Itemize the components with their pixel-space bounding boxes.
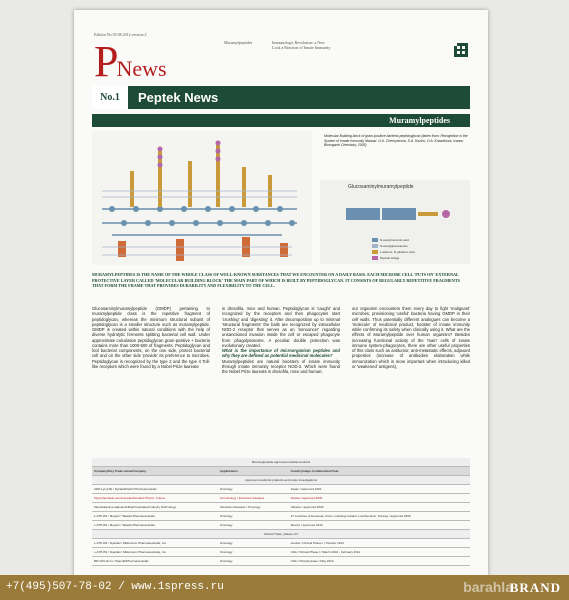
article-intro: MURAMYLPEPTIDES IS THE NAME OF THE WHOLE CLASS OF WELL-KNOWN SUBSTANCES THAT WE ENCOUNTER ON A DAILY BASIS. EACH MICROBE CELL 'PUTS ON' EXTERNAL PROTECTIVE LAYER CALLED 'MOLECULAR BUILDING BLOCK' THE MAIN PART OF WHICH IS BUILT BY PEPTIDOGLYCAN. IT CONSISTS OF REGULARLY REPETITIVE FRAGMENTS THAT FORM THE FRAME THAT PROVIDES DURABILITY AND FLEXIBILITY TO THE CELL. [92, 272, 461, 289]
products-table [92, 458, 470, 566]
table-header-company: Company/Key Trade name/Company [92, 467, 218, 476]
table-cell: Infectious diseases / Oncology [218, 503, 289, 512]
brand-logo: BRAND [509, 580, 561, 595]
legend-item-glucosamine: N-acetylglucosamine [380, 244, 408, 248]
table-cell: Oncology [218, 521, 289, 530]
table-cell: Ukraine / approved 2000 [289, 503, 470, 512]
table-cell: Oncology [218, 557, 289, 566]
table-row [92, 485, 470, 494]
table-cell: Russia / approved 2009 [289, 494, 470, 503]
table-cell: Oncology [218, 485, 289, 494]
table-title: Muramylpeptide approved medical products [92, 458, 470, 467]
table-cell: BPI-IAN-hmm / Shamilk/Pharmaceuticals [92, 557, 218, 566]
column-2-question: What is the importance of microorganism peptides and why they are defined as potential medicinal molecules? [222, 348, 340, 359]
table-cell: L-ATP-PE / Mepact / Takeda Pharmaceuticals [92, 512, 218, 521]
figure-caption: Molecular Building block of gram-positive bacteria peptidoglycan (taken from: Recognition in the System of Innate Immunity Manual. O.A. Chernyshova, S.A. Kozlov, O.A. Krasnikova, Ivanov Bioorganic Chemistry, 2005) [324, 134, 468, 148]
table-subheader: Clinical Trials, phases I-IV [92, 530, 470, 539]
article-column-1 [92, 306, 210, 369]
edition-label: Edition No 03 08.2012 version 2 [94, 32, 147, 37]
table-cell: Immunology / Infectious diseases [218, 494, 289, 503]
legend-item-bridge: Peptide bridge [380, 256, 400, 260]
legend-swatch-amino [372, 250, 378, 254]
table-cell: Oncology [218, 539, 289, 548]
gmdp-structure-diagram [336, 194, 456, 234]
article-column-2 [222, 306, 340, 374]
newsletter-page [74, 10, 488, 576]
table-cell: Austria / Clinical Phase I / October 2014 [289, 539, 470, 548]
table-row [92, 512, 470, 521]
table-row [92, 557, 470, 566]
footer-contact[interactable]: +7(495)507-78-02 / www.1spress.ru [6, 581, 224, 593]
column-3-text: our organism encounters them every day to fight 'malignant' microbes, provisioning 'useful' bacteria having GMDP in their cell walls. Thus potentially different analogues can become a 'molecule' of medicinal product, booster of innate immunity while confirming its safety when clinically using it. What are the effects of Muramylpeptide over human organism? Besides increasing functional activity of the 'main' cells of innate immune system-phagocytes, there are other useful properties of this class such as antitumor, anti-metastatic effects, adjuvant properties (increase of antibodies elaboration while immunization which is more important when introducing killed or 'weakened' antigens), [352, 306, 470, 369]
table-cell: ADP-Lys (LB) / Nyzaiki/Daichi Pharmaceuticals [92, 485, 218, 494]
article-column-3 [352, 306, 470, 369]
table-cell: USA / Clinical phase / May 2010 [289, 557, 470, 566]
newsletter-title: Peptek News [138, 90, 219, 105]
legend-swatch-muramic [372, 238, 378, 242]
table-cell: 27 countries of European Union, including Iceland, Liechtenstein, Norway / approved 2009 [289, 512, 470, 521]
table-header-applications: Applications [218, 467, 289, 476]
column-2-text: in drosofila, mice and human. Peptidoglycan is 'caught' and recognized by the receptors and then phagocytes start 'crushing' and 'digesting' it. After decomposition up to minimal 'structural fragments' the bails are recognized by intracellular NOD-2 receptor that serves as an 'announcer' regarding unsanctioned invasion inside the cell or escaped phagocyte from phagolysosome. A peculiar double protection was evolutionary created. [222, 306, 340, 348]
table-cell: L-ATP-PE / Mepact / Takeda Pharmaceuticals [92, 521, 218, 530]
qr-code-icon [454, 43, 468, 57]
table-row [92, 539, 470, 548]
column-1-text: Glucosaminylmuramylpeptide (GMDP) pertaining to muramylpeptide class is the repetitive fragment of peptidoglycan, whereas the minimum structural subunit of peptidoglycan is a smaller structure such as muramylpeptide. GMDP is created within natural conditions with the help of diverse hydrolytic ferments splitting bacterial cell wall. Under approximate calculation peptidoglycan gram-positive + bacteria contains more than 1000-500 of fragments. Peptidoglycan and fool bacterial components, on the one side, protect bacterial cell and on the other side 'provide' its preference to microbes. Peptidoglycan is recognized by the type 2 and the type 4 Toll-like receptors which were found by a Nobel Prize laureate [92, 306, 210, 369]
table-row [92, 503, 470, 512]
section-label: Muramylpeptides [224, 40, 253, 45]
section-title: Muramylpeptides [389, 116, 450, 125]
table-cell: Mycophenolate semicomplex/Novartis Pharm. France [92, 494, 218, 503]
section-bar [92, 114, 470, 127]
legend-title: Glucosaminylmuramylpeptide [348, 184, 414, 190]
table-cell: Oncology [218, 512, 289, 521]
legend-item-amino: L-alanine, D-glutamic acid [380, 250, 415, 254]
logo-news: News [116, 56, 167, 81]
logo-p: P [94, 37, 117, 86]
table-header-country: Country/stage of elaboration/Year [289, 467, 470, 476]
column-2-continued: Muramylpeptides are natural boosters of innate immunity through innate immunity receptor NOD-2. Which were found the Nobel Prize laureats in drosofila, mice and human; [222, 358, 340, 374]
table-cell: USA / Clinical Phase I / March 2004 - February 2012 [289, 548, 470, 557]
legend-swatch-bridge [372, 256, 378, 260]
issue-number: No.1 [92, 86, 128, 109]
pnews-logo [94, 37, 167, 86]
watermark: barahla [463, 579, 513, 595]
table-cell: Mecobalamine adjuvant/Hikari/Capsiated Industry Technology [92, 503, 218, 512]
legend-item-muramic: N-acetylmuramic acid [380, 238, 409, 242]
table-cell: Mexico / approved 2010 [289, 521, 470, 530]
table-row [92, 494, 470, 503]
tagline: Immunologic Revolution: a New Look a Reaction of Innate Immunity [272, 40, 331, 50]
table-row [92, 548, 470, 557]
peptidoglycan-diagram [92, 131, 312, 265]
legend-swatch-glucosamine [372, 244, 378, 248]
table-cell: Japan / approved 1991 [289, 485, 470, 494]
figure-legend [320, 180, 470, 264]
footer-bar [0, 575, 569, 600]
table-cell: L-ATP-PE / Nyazaki / Millennium Pharmaceuticals, Inc. [92, 548, 218, 557]
peptidoglycan-figure [92, 131, 312, 265]
table-cell: Oncology [218, 548, 289, 557]
table-row [92, 521, 470, 530]
newsletter-banner [92, 86, 470, 109]
table-subheader: Approved medicinal products and under investigations [92, 476, 470, 485]
table-cell: L-ATP-PE / Nyazaki / Millennium Pharmaceuticals, Inc. [92, 539, 218, 548]
